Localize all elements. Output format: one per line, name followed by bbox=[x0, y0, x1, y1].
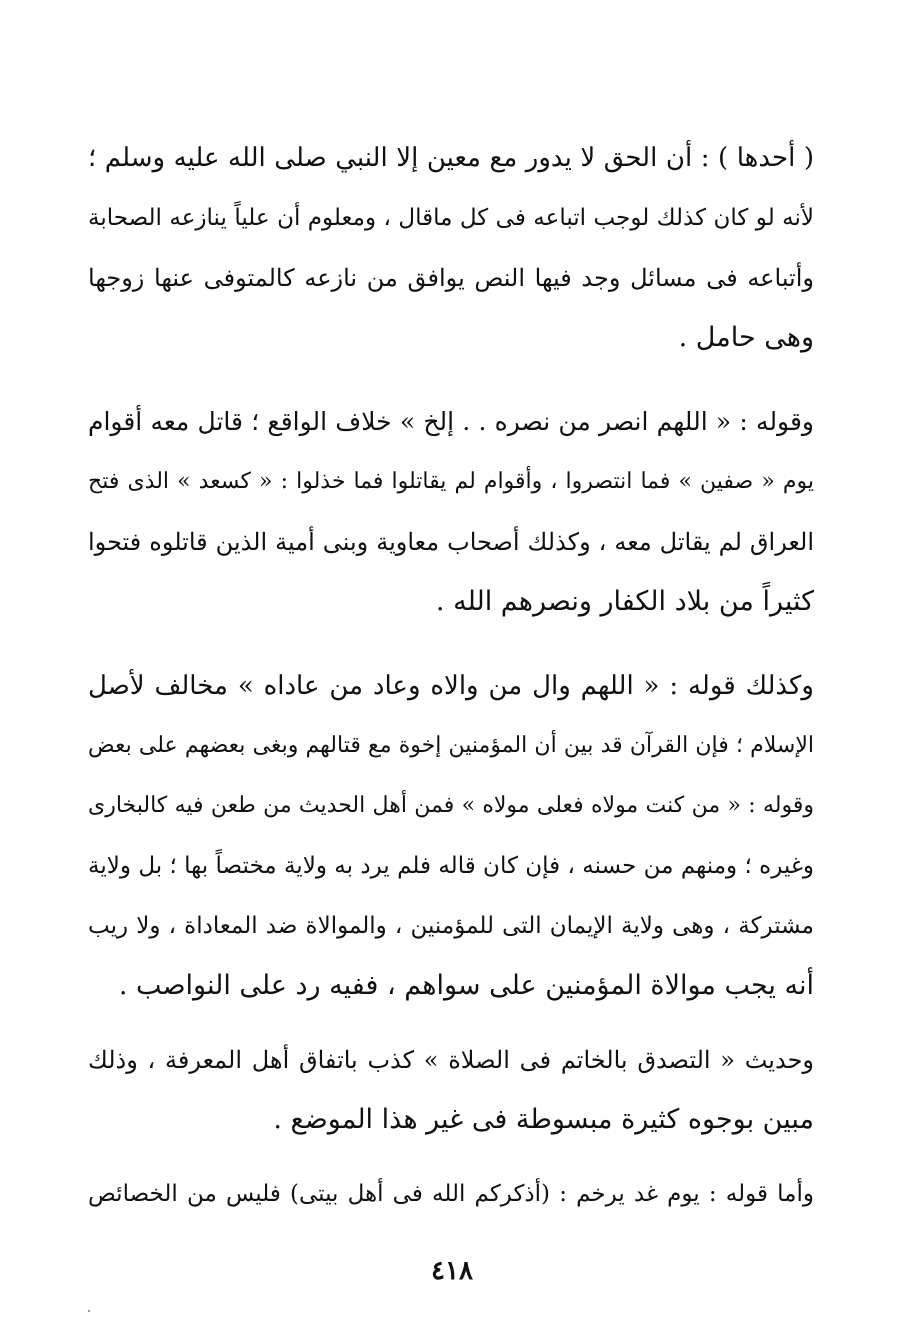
paragraph-5 bbox=[88, 1164, 814, 1224]
text-line: مبين بوجوه كثيرة مبسوطة فى غير هذا الموضع . bbox=[273, 1104, 814, 1135]
text-line: لأنه لو كان كذلك لوجب اتباعه فى كل ماقال ، ومعلوم أن علياً ينازعه الصحابة bbox=[88, 205, 814, 231]
text-line: ( أحدها ) : أن الحق لا يدور مع معين إلا النبي صلى الله عليه وسلم ؛ bbox=[88, 143, 814, 173]
text-line: أنه يجب موالاة المؤمنين على سواهم ، ففيه رد على النواصب . bbox=[118, 970, 814, 1001]
text-line: وأتباعه فى مسائل وجد فيها النص يوافق من نازعه كالمتوفى عنها زوجها bbox=[88, 264, 814, 292]
text-line: العراق لم يقاتل معه ، وكذلك أصحاب معاوية وبنى أمية الذين قاتلوه فتحوا bbox=[88, 528, 814, 556]
text-line: يوم « صفين » فما انتصروا ، وأقوام لم يقاتلوا فما خذلوا : « كسعد » الذى فتح bbox=[88, 469, 814, 494]
paragraph-3 bbox=[88, 656, 814, 1016]
page-number: ٤١٨ bbox=[431, 1256, 473, 1286]
text-line: وقوله : « من كنت مولاه فعلى مولاه » فمن أهل الحديث من طعن فيه كالبخارى bbox=[88, 793, 814, 818]
text-line: وهى حامل . bbox=[678, 322, 814, 353]
text-line: الإسلام ؛ فإن القرآن قد بين أن المؤمنين إخوة مع قتالهم وبغى بعضهم على بعض bbox=[88, 733, 814, 758]
text-line: وقوله : « اللهم انصر من نصره . . إلخ » خلاف الواقع ؛ قاتل معه أقوام bbox=[88, 407, 814, 436]
scan-speck bbox=[88, 1310, 90, 1312]
text-line: وغيره ؛ ومنهم من حسنه ، فإن كان قاله فلم يرد به ولاية مختصاً بها ؛ بل ولاية bbox=[88, 853, 814, 879]
text-line: وأما قوله : يوم غد يرخم : (أذكركم الله فى أهل بيتى) فليس من الخصائص bbox=[88, 1181, 814, 1207]
text-line: كثيراً من بلاد الكفار ونصرهم الله . bbox=[435, 586, 814, 617]
paragraph-4 bbox=[88, 1030, 814, 1150]
text-line: وحديث « التصدق بالخاتم فى الصلاة » كذب باتفاق أهل المعرفة ، وذلك bbox=[88, 1046, 814, 1074]
text-line: وكذلك قوله : « اللهم وال من والاه وعاد من عاداه » مخالف لأصل bbox=[88, 671, 814, 701]
paragraph-2 bbox=[88, 392, 814, 632]
text-line: مشتركة ، وهى ولاية الإيمان التى للمؤمنين ، والموالاة ضد المعاداة ، ولا ريب bbox=[88, 913, 814, 939]
paragraph-1 bbox=[88, 128, 814, 368]
